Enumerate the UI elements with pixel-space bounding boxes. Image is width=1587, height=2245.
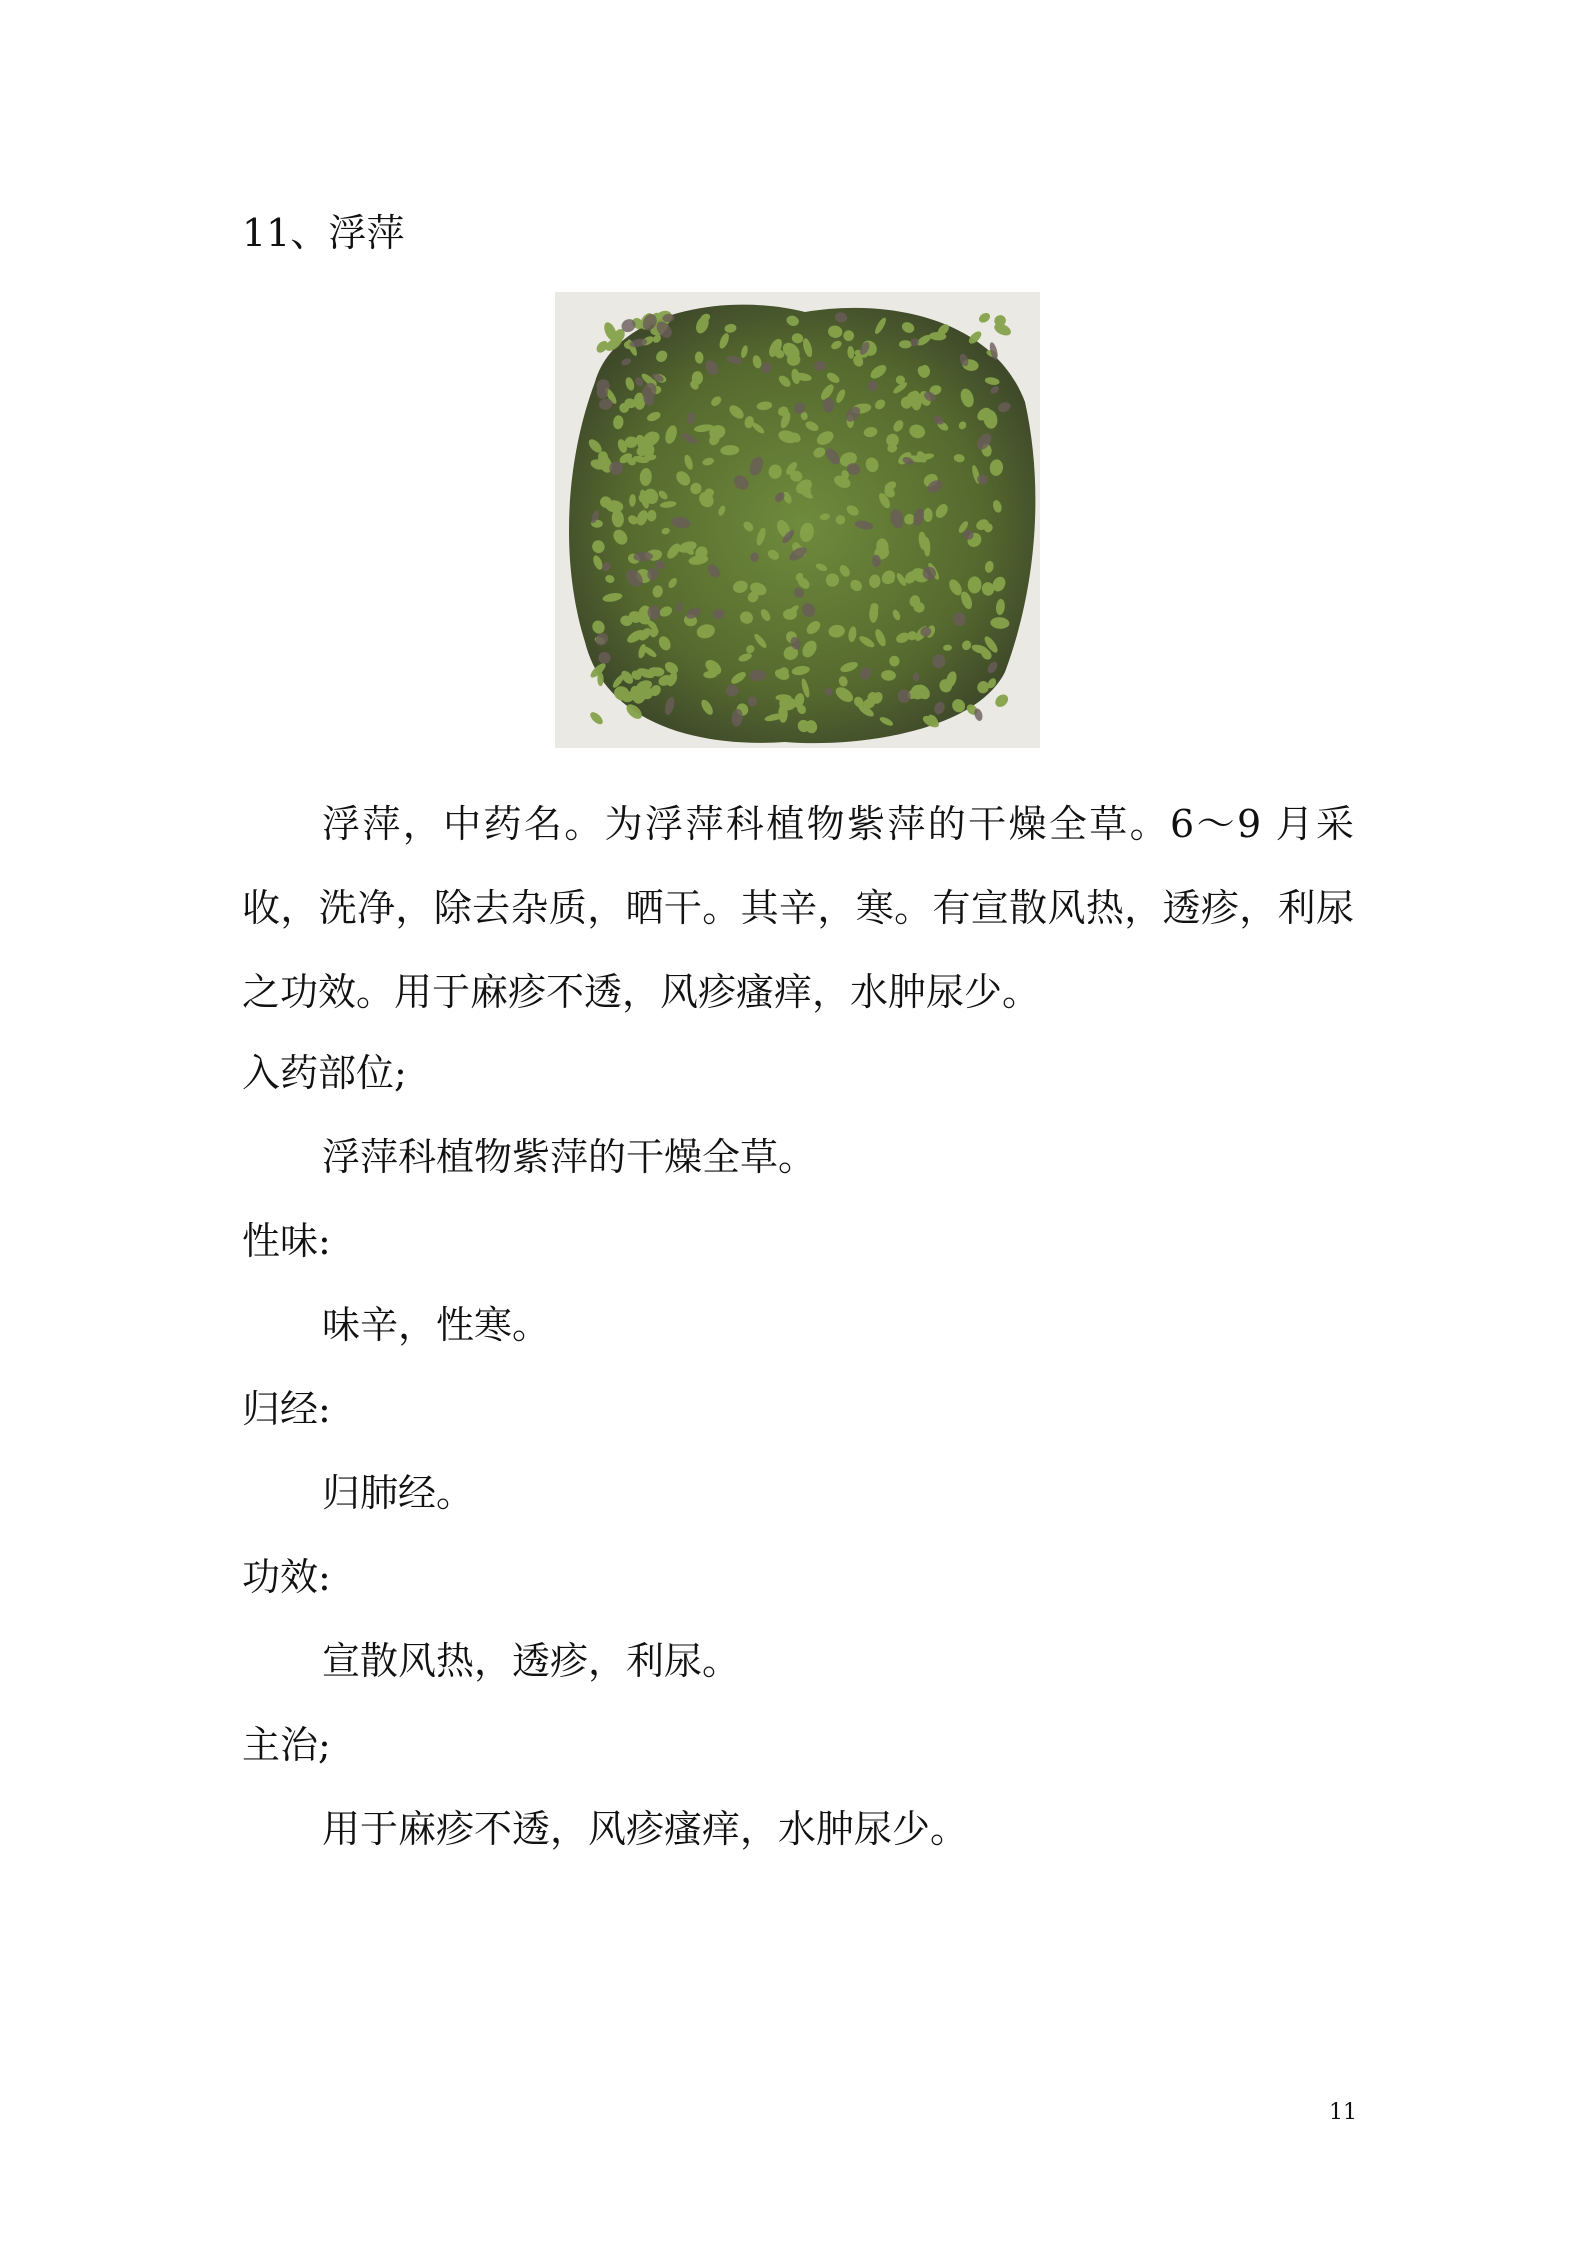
- duckweed-illustration: [555, 292, 1040, 748]
- section-value-effect: 宣散风热，透疹，利尿。: [322, 1639, 741, 1683]
- intro-paragraph: 浮萍，中药名。为浮萍科植物紫萍的干燥全草。6～9 月采收，洗净，除去杂质，晒干。其辛，寒。有宣散风热，透疹，利尿之功效。用于麻疹不透，风疹瘙痒，水肿尿少。: [242, 802, 1354, 1014]
- section-label-effect: 功效:: [242, 1555, 331, 1599]
- section-value-part: 浮萍科植物紫萍的干燥全草。: [322, 1135, 817, 1179]
- herb-photo: [555, 292, 1040, 748]
- section-label-meridian: 归经:: [242, 1387, 331, 1431]
- entry-heading: 11、浮萍: [242, 211, 405, 255]
- section-value-indication: 用于麻疹不透，风疹瘙痒，水肿尿少。: [322, 1807, 969, 1851]
- section-label-nature: 性味:: [242, 1219, 331, 1263]
- section-value-nature: 味辛，性寒。: [322, 1303, 551, 1347]
- section-label-part: 入药部位;: [242, 1051, 407, 1095]
- page-number: 11: [1329, 2100, 1357, 2125]
- section-label-indication: 主治;: [242, 1723, 331, 1767]
- section-value-meridian: 归肺经。: [322, 1471, 475, 1515]
